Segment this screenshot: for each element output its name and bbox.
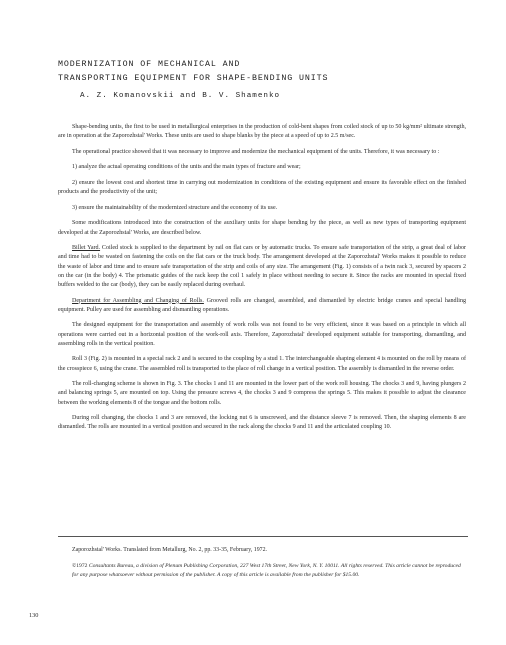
paragraph-practice: The operational practice showed that it was necessary to improve and modernize the mechanical equipment of the units. Therefore, it was necessary to : (72, 148, 440, 155)
paragraph-roll-changing-procedure: During roll changing, the chocks 1 and 3 are removed, the locking nut 6 is unscrewed, and the distance sleeve 7 is removed. Then, the shaping elements 8 are dismantled. The rolls are mounted in a vertical position and secured in the rack along the chocks 9 and 11 and the articulated coupling 10. (58, 415, 466, 431)
article-title (58, 58, 478, 86)
list-item-3: 3) ensure the maintainability of the modernized structure and the economy of its use. (72, 204, 278, 211)
copyright-notice (72, 562, 468, 579)
section-heading-billet-yard: Billet Yard. (72, 245, 101, 252)
source-note: Zaporozhstal' Works. Translated from Metallurg, No. 2, pp. 33-35, February, 1972. (72, 547, 268, 553)
list-item-2: 2) ensure the lowest cost and shortest time in carrying out modernization in conditions of the existing equipment and ensure its favorable effect on the finished products and the productivity of the unit; (58, 179, 466, 196)
paragraph-intro: Shape-bending units, the first to be used in metallurgical enterprises in the production of cold-bent shapes from coiled stock of up to 50 kg/mm² ultimate strength, are in operation at the Zaporozhstal' Works. These units are used to shape blanks by the piece at a speed of up to 2.5 m/sec. (58, 124, 466, 140)
paragraph-billet-yard (58, 244, 466, 290)
paragraph-roll-department-text: Grooved rolls are changed, assembled, and dismantled by electric bridge cranes and special handling equipment. Pulley are used for assembling and dismantling operations. (58, 297, 466, 313)
paragraph-roll-changing-scheme: The roll-changing scheme is shown in Fig. 3. The chocks 1 and 11 are mounted in the lower part of the work roll housing. The chocks 3 and 9, having plungers 2 and balancing springs 5, are mounted on top. Using the pressure screws 4, the chocks 3 and 9 compress the springs 5. This makes it possible to adjust the clearance between the working elements 8 of the tongue and the bottom rolls. (58, 381, 466, 406)
paragraph-billet-yard-text: Coiled stock is supplied to the department by rail on flat cars or by automatic trucks. To ensure safe transportation of the strip, a great deal of labor and time had to be wasted on fastening the coils on the flat cars or the truck body. The arrangement developed at the Zaporozhstal' Works makes it possible to reduce the waste of labor and time and to ensure safe transportation of the strip and coils of any size. The arrangement (Fig. 1) consists of a twin rack 3, secured by spacers 2 on the car (in the body) 4. The prismatic guides of the rack keep the coil 1 safely in place without needing to secure it. Since the racks are mounted in special fixed buffers welded to the car (body), they can be easily replaced during overhaul. (58, 245, 467, 288)
article-authors: A. Z. Komanovskii and B. V. Shamenko (80, 92, 281, 100)
footnote-divider (58, 536, 468, 537)
copyright-text: Consultants Bureau, a division of Plenum Publishing Corporation, 227 West 17th Street, New York, N. Y. 10011. All rights reserved. This article cannot be reproduced for any purpose whatsoever without permission of the publisher. A copy of this article is available from the publisher for $15.00. (72, 563, 461, 578)
paragraph-modifications: Some modifications introduced into the construction of the auxiliary units for shape bending by the piece, as well as new types of transporting equipment developed at the Zaporozhstal' Works, are described below. (58, 220, 466, 236)
article-title-line-2: TRANSPORTING EQUIPMENT FOR SHAPE-BENDING UNITS (58, 74, 329, 83)
paragraph-roll-mounting: Roll 3 (Fig. 2) is mounted in a special rack 2 and is secured to the coupling by a stud 1. The interchangeable shaping element 4 is mounted on the roll by means of the crosspiece 6, using the crane. The assembled roll is transported to the place of roll change in a vertical position. The assembly is dismantled in the reverse order. (58, 356, 466, 372)
page-number: 130 (29, 612, 39, 619)
list-item-1: 1) analyze the actual operating conditions of the units and the main types of fracture and wear; (72, 164, 301, 171)
paragraph-designed-equipment: The designed equipment for the transportation and assembly of work rolls was not found to be very efficient, since it was based on a principle in which all operations were carried out in a horizontal position of the work-roll axis. Therefore, Zaporozhstal' developed equipment suitable for transporting, dismantling, and assembling rolls in the vertical position. (58, 322, 466, 347)
paragraph-roll-department (58, 297, 466, 315)
article-title-line-1: MODERNIZATION OF MECHANICAL AND (58, 60, 241, 69)
copyright-symbol: ©1972 (72, 563, 88, 569)
article-body (58, 123, 466, 439)
section-heading-roll-department: Department for Assembling and Changing of Rolls. (72, 297, 204, 304)
